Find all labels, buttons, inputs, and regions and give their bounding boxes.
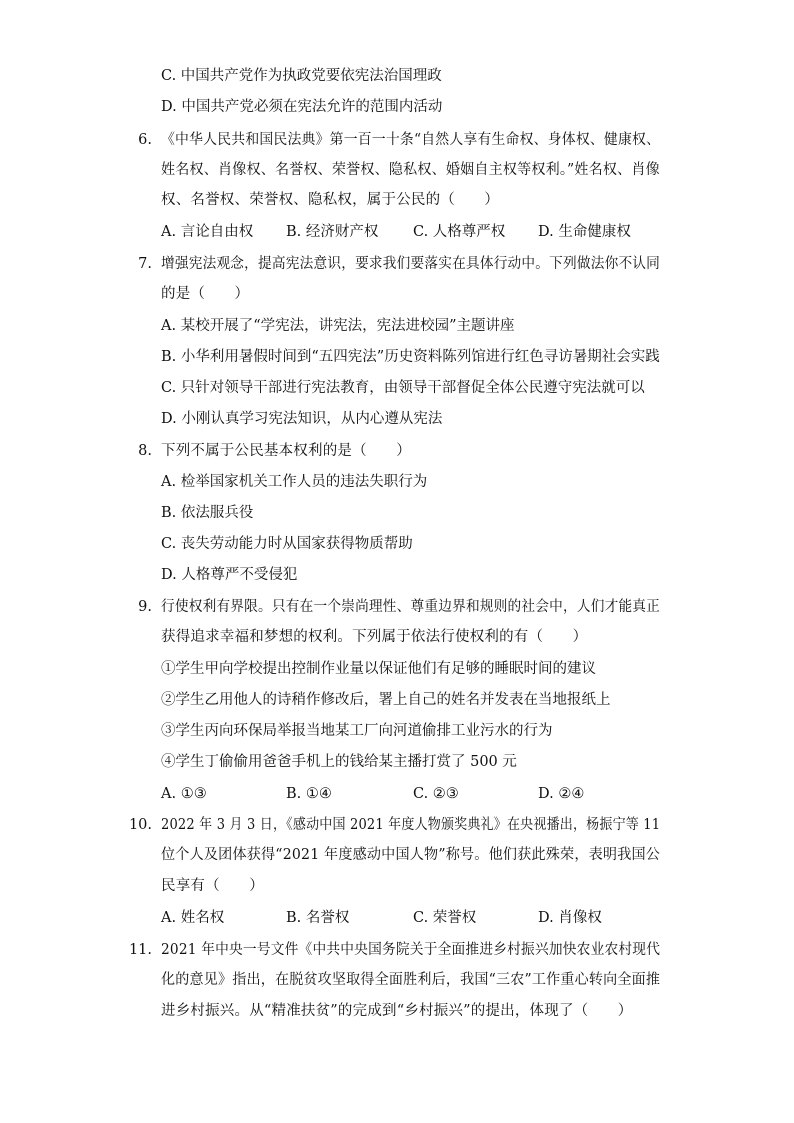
q6-stem-line3: 权、名誉权、荣誉权、隐私权，属于公民的（ ） (161, 192, 500, 208)
q8-number: 8. (138, 443, 152, 459)
q8-option-d: D. 人格尊严不受侵犯 (161, 567, 298, 583)
q10-number: 10. (128, 817, 152, 833)
q10-stem-line3: 民享有（ ） (161, 878, 264, 894)
q8-option-b: B. 依法服兵役 (161, 505, 254, 521)
q7-option-a: A. 某校开展了“学宪法，讲宪法，宪法进校园”主题讲座 (161, 318, 515, 334)
q11-stem-line3: 进乡村振兴。从“精准扶贫”的完成到“乡村振兴”的提出，体现了（ ） (161, 1003, 633, 1019)
q9-stem-line2: 获得追求幸福和梦想的权利。下列属于依法行使权利的有（ ） (161, 629, 588, 645)
q6-option-b: B. 经济财产权 (286, 224, 379, 240)
q7-stem-line2: 的是（ ） (161, 286, 250, 302)
q7-stem-line1: 增强宪法观念，提高宪法意识，要求我们要落实在具体行动中。下列做法你不认同 (161, 256, 661, 272)
q6-stem-line1: 《中华人民共和国民法典》第一百一十条“自然人享有生命权、身体权、健康权、 (161, 132, 661, 148)
q7-option-b: B. 小华利用暑假时间到“五四宪法”历史资料陈列馆进行红色寻访暑期社会实践 (161, 349, 660, 365)
q11-stem-line1: 2021 年中央一号文件《中共中央国务院关于全面推进乡村振兴加快农业农村现代 (161, 942, 661, 958)
q6-option-a: A. 言论自由权 (161, 224, 254, 240)
q9-option-c: C. ②③ (413, 786, 459, 802)
q9-item-1: ①学生甲向学校提出控制作业量以保证他们有足够的睡眠时间的建议 (161, 661, 596, 677)
q6-option-c: C. 人格尊严权 (413, 224, 506, 240)
q5-option-c: C. 中国共产党作为执政党要依宪法治国理政 (161, 68, 442, 84)
q10-option-d: D. 肖像权 (538, 910, 602, 926)
q11-stem-line2: 化的意见》指出，在脱贫攻坚取得全面胜利后，我国“三农”工作重心转向全面推 (161, 972, 661, 988)
q10-option-c: C. 荣誉权 (413, 910, 477, 926)
q7-number: 7. (138, 256, 152, 272)
q7-option-c: C. 只针对领导干部进行宪法教育，由领导干部督促全体公民遵守宪法就可以 (161, 380, 645, 396)
q8-option-c: C. 丧失劳动能力时从国家获得物质帮助 (161, 536, 413, 552)
q9-option-d: D. ②④ (538, 786, 585, 802)
q6-stem-line2: 姓名权、肖像权、名誉权、荣誉权、隐私权、婚姻自主权等权利。”姓名权、肖像 (161, 162, 660, 178)
q6-number: 6. (138, 132, 152, 148)
q9-item-4: ④学生丁偷偷用爸爸手机上的钱给某主播打赏了 500 元 (161, 754, 517, 770)
q10-stem-line1: 2022 年 3 月 3 日，《感动中国 2021 年度人物颁奖典礼》在央视播出，杨振宁等 11 (161, 817, 661, 833)
q10-option-b: B. 名誉权 (286, 910, 350, 926)
q7-option-d: D. 小刚认真学习宪法知识，从内心遵从宪法 (161, 411, 443, 427)
q9-stem-line1: 行使权利有界限。只有在一个崇尚理性、尊重边界和规则的社会中，人们才能真正 (161, 599, 661, 615)
q9-number: 9. (138, 599, 152, 615)
q9-item-3: ③学生丙向环保局举报当地某工厂向河道偷排工业污水的行为 (161, 723, 553, 739)
q6-option-d: D. 生命健康权 (538, 224, 631, 240)
q8-option-a: A. 检举国家机关工作人员的违法失职行为 (161, 474, 428, 490)
q10-stem-line2: 位个人及团体获得“2021 年度感动中国人物”称号。他们获此殊荣，表明我国公 (161, 847, 661, 863)
q5-option-d: D. 中国共产党必须在宪法允许的范围内活动 (161, 99, 443, 115)
q9-option-a: A. ①③ (161, 786, 207, 802)
q8-stem-line1: 下列不属于公民基本权利的是（ ） (161, 443, 411, 459)
q10-option-a: A. 姓名权 (161, 910, 225, 926)
q11-number: 11. (128, 942, 152, 958)
q9-option-b: B. ①④ (286, 786, 332, 802)
q9-item-2: ②学生乙用他人的诗稍作修改后，署上自己的姓名并发表在当地报纸上 (161, 692, 611, 708)
